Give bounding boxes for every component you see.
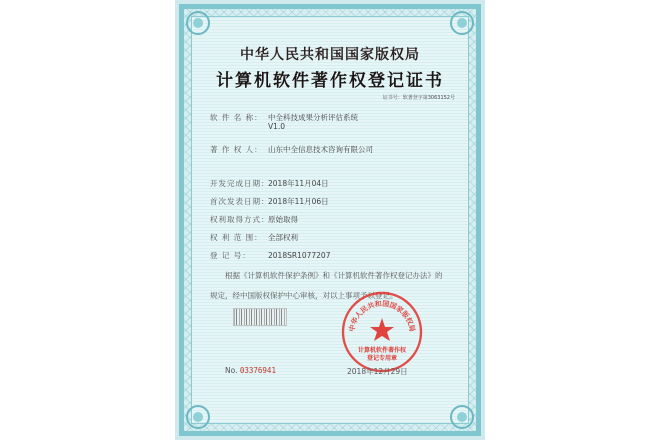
field-value: 2018年11月04日 xyxy=(268,179,329,188)
field-label: 首次发表日期： xyxy=(210,197,270,206)
seal-star-icon xyxy=(370,318,394,341)
issuing-authority: 中华人民共和国国家版权局 xyxy=(240,47,420,63)
corner-ornament-icon xyxy=(185,10,211,36)
field-value: 原始取得 xyxy=(268,215,298,224)
field-label: 著 作 权 人： xyxy=(210,145,263,154)
field-label: 软 件 名 称： xyxy=(210,113,263,122)
barcode-image xyxy=(233,308,287,326)
field-completion-date xyxy=(210,178,329,189)
serial-number xyxy=(225,366,276,375)
seal-ring-text: 中华人民共和国国家版权局 xyxy=(347,299,417,333)
field-acquisition-method xyxy=(210,214,298,225)
seal-center-line: 计算机软件著作权 xyxy=(357,347,407,354)
field-label: 权 利 范 围： xyxy=(210,233,263,242)
field-value: 全部权利 xyxy=(268,233,298,242)
official-seal xyxy=(340,290,424,374)
field-value: 中全科技成果分析评估系统 xyxy=(268,113,358,122)
field-value: V1.0 xyxy=(268,122,286,131)
field-rights-scope xyxy=(210,232,298,243)
field-value: 2018年11月06日 xyxy=(268,197,329,206)
field-value: 2018SR1077207 xyxy=(268,251,331,260)
issue-date: 2018年12月29日 xyxy=(347,367,408,376)
field-registration-number xyxy=(210,250,330,261)
corner-ornament-icon xyxy=(449,10,475,36)
certificate xyxy=(175,0,485,440)
certificate-body-line: 根据《计算机软件保护条例》和《计算机软件著作权登记办法》的 xyxy=(225,271,443,280)
certificate-number: 证书号：软著登字第3063152号 xyxy=(382,95,455,101)
corner-ornament-icon xyxy=(449,404,475,430)
corner-ornament-icon xyxy=(185,404,211,430)
field-value: 山东中全信息技术咨询有限公司 xyxy=(268,145,373,154)
certificate-body-line: 规定，经中国版权保护中心审核，对以上事项予以登记。 xyxy=(210,291,398,300)
seal-center-line: 登记专用章 xyxy=(366,355,398,362)
field-label: 权利取得方式： xyxy=(210,215,270,224)
field-label: 登 记 号： xyxy=(210,251,251,260)
field-copyright-owner xyxy=(210,144,373,155)
serial-value: 03376941 xyxy=(239,366,276,375)
field-publish-date xyxy=(210,196,329,207)
serial-label: No. xyxy=(225,366,238,375)
field-label: 开发完成日期： xyxy=(210,179,270,188)
field-software-version xyxy=(210,122,285,131)
certificate-title: 计算机软件著作权登记证书 xyxy=(216,71,444,91)
